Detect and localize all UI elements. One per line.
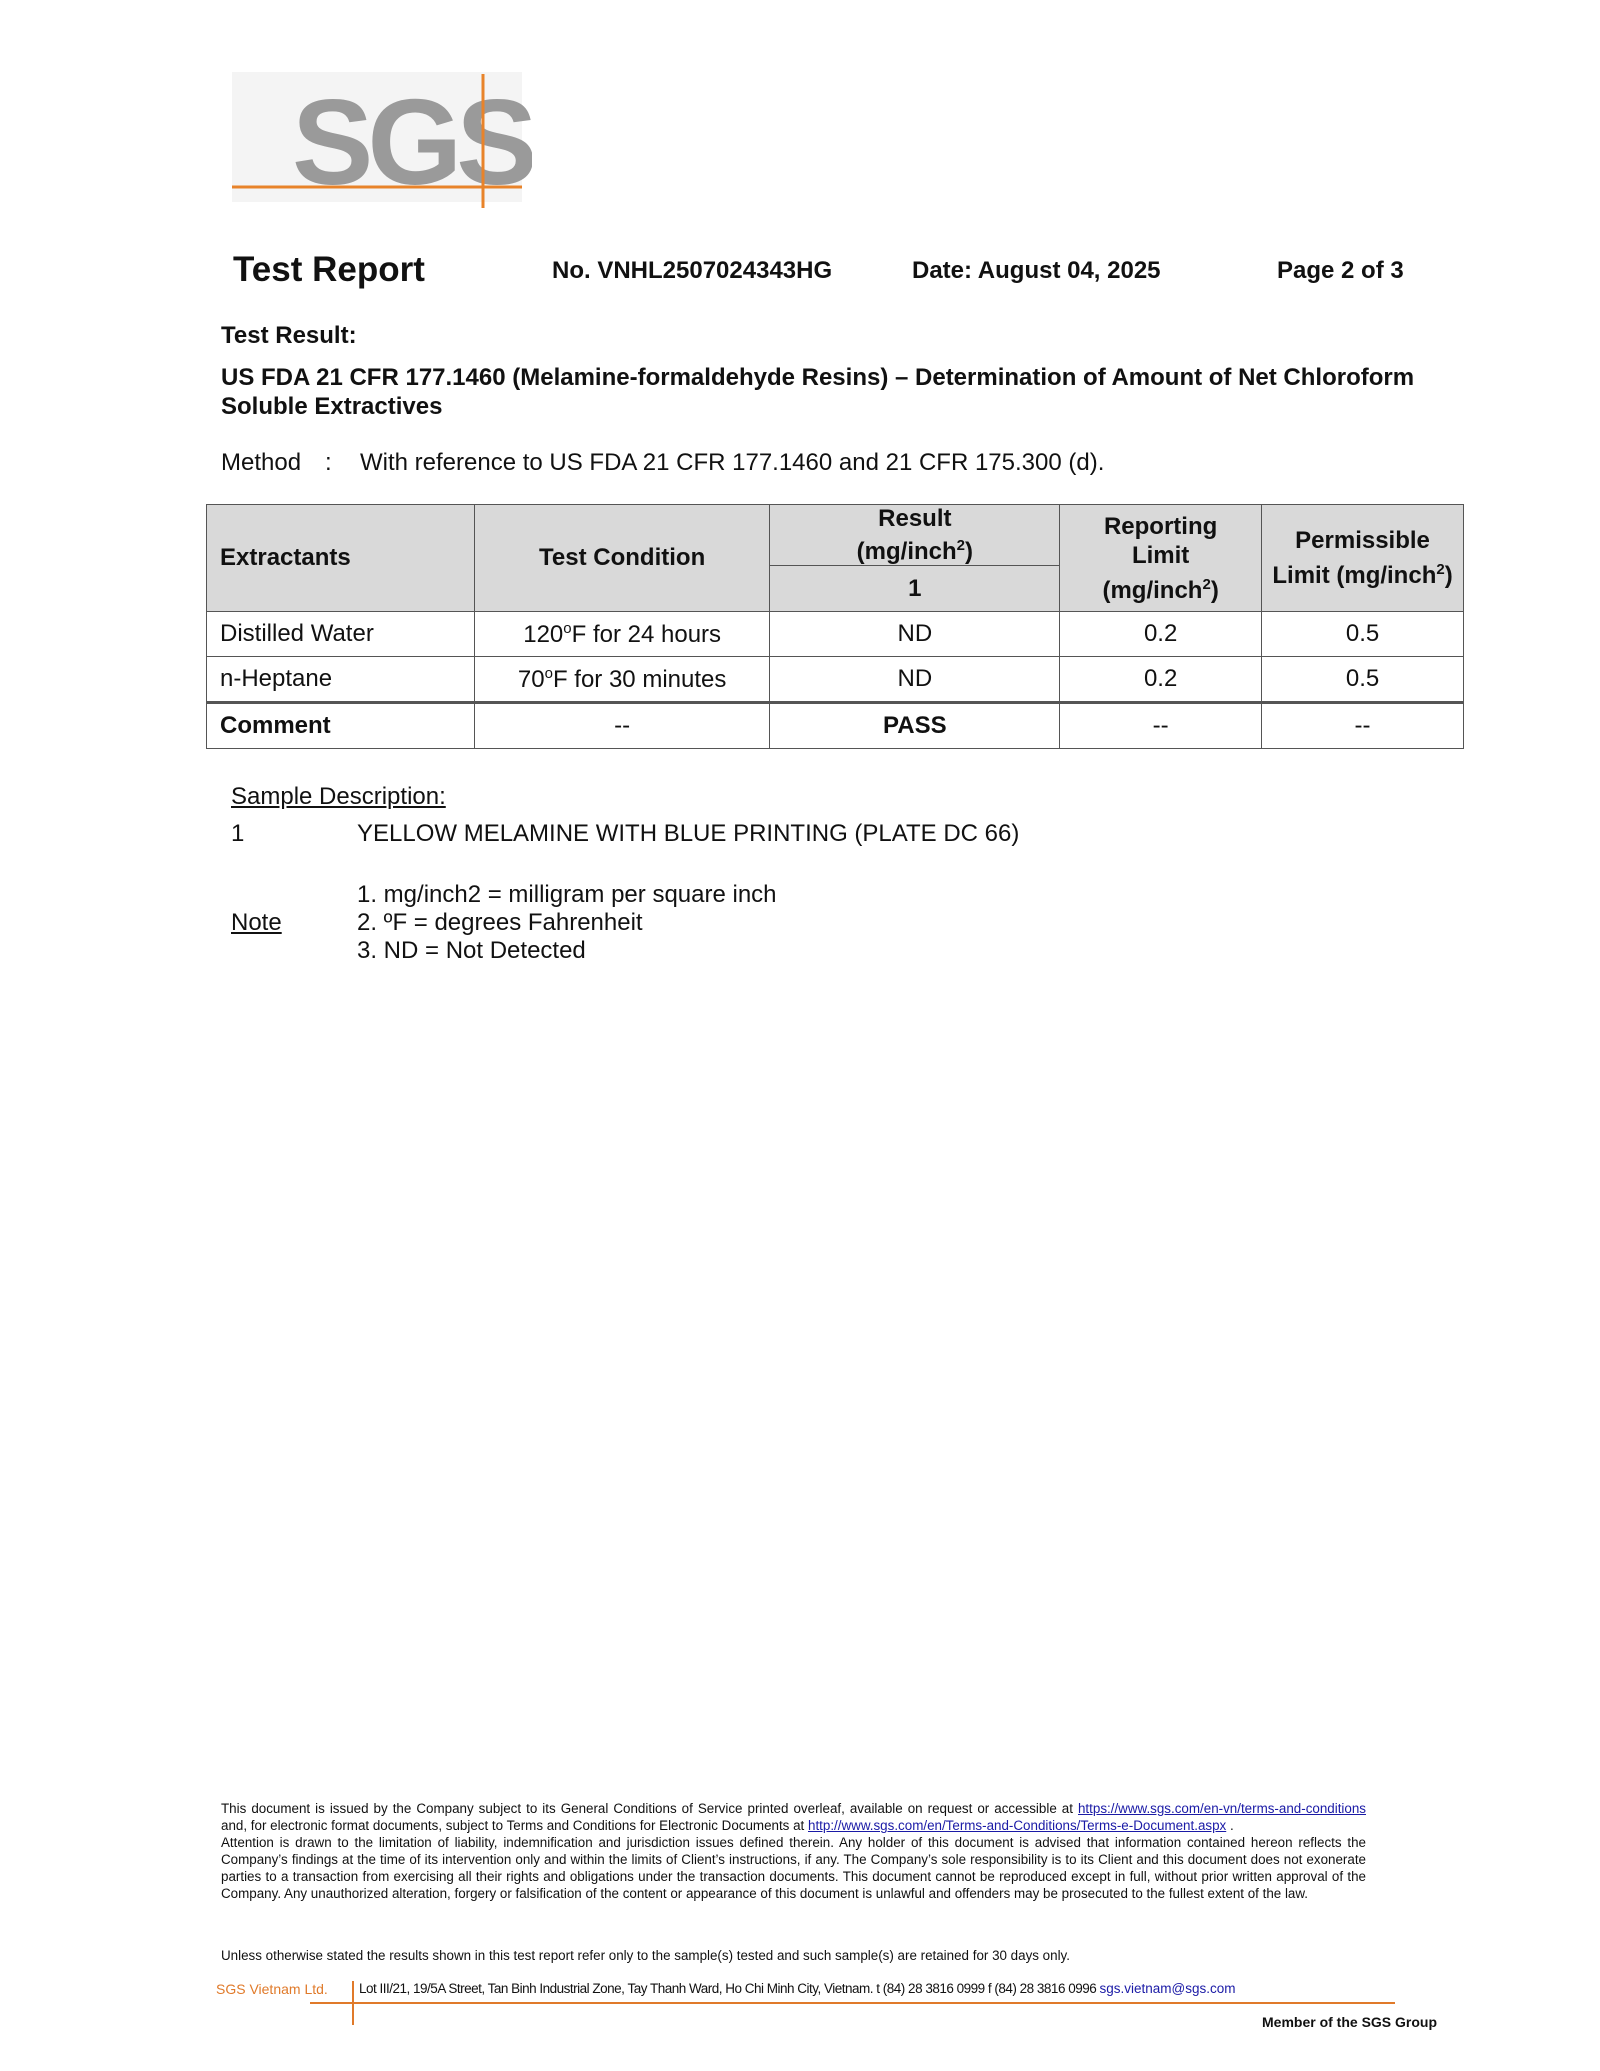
cell-extractant: n-Heptane [207, 657, 475, 703]
footer-disclaimer [221, 1800, 1366, 1902]
footer-text-1: This document is issued by the Company subject to its General Conditions of Service printed overleaf, available on request or accessible at [221, 1801, 1073, 1816]
cell-test-condition [474, 657, 770, 703]
header-permissible-line2-suffix: ) [1444, 562, 1453, 589]
header-result-unit-sup: 2 [956, 537, 966, 554]
cell-result: ND [770, 657, 1060, 703]
comment-test-condition: -- [474, 703, 770, 749]
degree-mark: o [563, 619, 572, 637]
cell-result: ND [770, 612, 1060, 657]
condition-value: 120 [523, 620, 564, 648]
company-address [359, 1981, 1236, 1996]
note-item: 3. ND = Not Detected [357, 937, 586, 964]
comment-reporting-limit: -- [1060, 703, 1262, 749]
header-reporting-unit-suffix: ) [1210, 576, 1219, 604]
sgs-logo-text: SGS [292, 74, 532, 210]
cell-test-condition [474, 612, 770, 657]
header-permissible-line2-prefix: Limit (mg/inch [1272, 562, 1437, 589]
method-text: With reference to US FDA 21 CFR 177.1460 and 21 CFR 175.300 (d). [360, 449, 1105, 476]
note-label: Note [231, 909, 282, 936]
footer-text-2: and, for electronic format documents, subject to Terms and Conditions for Electronic Documents at [221, 1818, 805, 1833]
note-item: 1. mg/inch2 = milligram per square inch [357, 881, 777, 908]
page-indicator: Page 2 of 3 [1277, 257, 1404, 284]
cell-permissible-limit: 0.5 [1262, 657, 1464, 703]
comment-row [207, 703, 1464, 749]
sample-description-text: YELLOW MELAMINE WITH BLUE PRINTING (PLATE DC 66) [357, 820, 1020, 847]
footer-text-3: . [1229, 1818, 1234, 1833]
header-result-main: Result [878, 505, 952, 532]
report-date: Date: August 04, 2025 [912, 257, 1161, 284]
email-link[interactable]: sgs.vietnam@sgs.com [1099, 1981, 1236, 1996]
cell-reporting-limit: 0.2 [1060, 657, 1262, 703]
note-list [357, 881, 777, 965]
header-result-unit-prefix: (mg/inch [856, 538, 957, 565]
result-table [206, 504, 1464, 749]
sample-number: 1 [231, 820, 245, 847]
company-name: SGS Vietnam Ltd. [216, 1981, 328, 1997]
cell-permissible-limit: 0.5 [1262, 612, 1464, 657]
method-label: Method [221, 449, 302, 476]
header-permissible-line1: Permissible [1295, 527, 1430, 554]
header-reporting-line1: Reporting [1103, 512, 1218, 540]
header-result-sample: 1 [770, 566, 1060, 612]
electronic-terms-link[interactable]: http://www.sgs.com/en/Terms-and-Conditions/Terms-e-Document.aspx [808, 1818, 1227, 1833]
sample-description-label: Sample Description: [231, 783, 446, 810]
header-permissible-line2-sup: 2 [1436, 561, 1445, 578]
section-title: US FDA 21 CFR 177.1460 (Melamine-formaldehyde Resins) – Determination of Amount of Net Chloroform Soluble Extractives [221, 364, 1415, 420]
retain-note: Unless otherwise stated the results shown in this test report refer only to the sample(s) tested and such sample(s) are retained for 30 days only. [221, 1948, 1070, 1963]
comment-result: PASS [770, 703, 1060, 749]
comment-label: Comment [207, 703, 475, 749]
member-of-group: Member of the SGS Group [1262, 2014, 1438, 2030]
header-reporting-limit [1060, 505, 1262, 612]
address-text: Lot III/21, 19/5A Street, Tan Binh Industrial Zone, Tay Thanh Ward, Ho Chi Minh City, Vietnam. t (84) 28 3816 0999 f (84) 28 3816 0996 [359, 1981, 1097, 1996]
footer-divider [310, 2002, 1395, 2004]
method-colon: : [325, 449, 332, 476]
header-reporting-unit-prefix: (mg/inch [1102, 576, 1203, 604]
header-reporting-line2: Limit [1131, 541, 1190, 569]
table-row [207, 612, 1464, 657]
condition-rest: F for 24 hours [571, 620, 722, 648]
comment-permissible-limit: -- [1262, 703, 1464, 749]
header-result-unit-suffix: ) [965, 538, 974, 565]
note-item: 2. ºF = degrees Fahrenheit [357, 909, 643, 936]
terms-link[interactable]: https://www.sgs.com/en-vn/terms-and-conditions [1077, 1801, 1366, 1816]
header-permissible-limit [1262, 505, 1464, 612]
report-number: No. VNHL2507024343HG [552, 257, 833, 284]
header-extractants: Extractants [207, 505, 475, 612]
cell-extractant: Distilled Water [207, 612, 475, 657]
degree-mark: o [544, 664, 553, 682]
header-result [770, 505, 1060, 566]
cell-reporting-limit: 0.2 [1060, 612, 1262, 657]
header-test-condition: Test Condition [474, 505, 770, 612]
sgs-logo [232, 72, 532, 212]
condition-value: 70 [517, 665, 545, 693]
condition-rest: F for 30 minutes [552, 665, 727, 693]
test-result-heading: Test Result: [221, 322, 357, 349]
footer-attention: Attention is drawn to the limitation of liability, indemnification and jurisdiction issues defined therein. Any holder of this document is advised that information contained hereon reflects the Company’s findings at the time of its intervention only and within the limits of Client’s instructions, if any. The Company’s sole responsibility is to its Client and this document does not exonerate parties to a transaction from exercising all their rights and obligations under the transaction documents. This document cannot be reproduced except in full, without prior written approval of the Company. Any unauthorized alteration, forgery or falsification of the content or appearance of this document is unlawful and offenders may be prosecuted to the fullest extent of the law. [221, 1835, 1366, 1901]
report-title: Test Report [233, 250, 425, 289]
header-reporting-unit-sup: 2 [1202, 575, 1211, 593]
table-row [207, 657, 1464, 703]
